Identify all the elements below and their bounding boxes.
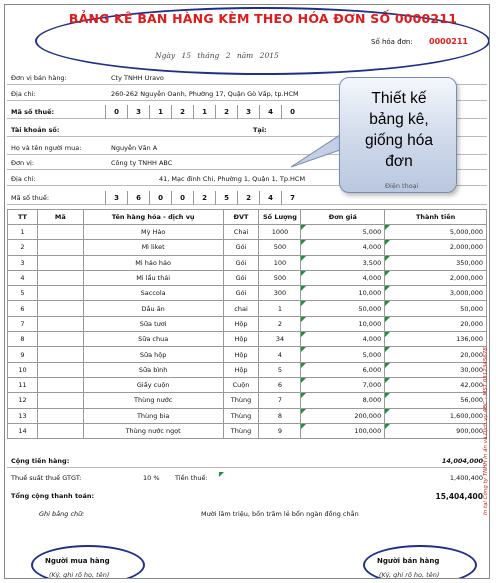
buyer-address: 41, Mạc đỉnh Chi, Phường 1, Quận 1, Tp.HCM — [159, 175, 306, 183]
column-header: TT — [8, 210, 38, 225]
table-cell: 10,000 — [301, 286, 385, 301]
tax-digit: 1 — [193, 105, 215, 119]
table-cell: Mỳ Hảo — [83, 225, 223, 240]
table-row — [8, 347, 487, 362]
table-cell: 9 — [8, 347, 38, 362]
table-cell: 2 — [8, 240, 38, 255]
table-cell — [37, 393, 83, 408]
table-cell: Mì hảo hảo — [83, 255, 223, 270]
callout-line: đơn — [385, 153, 413, 170]
buyer-tax-label: Mã số thuế: — [11, 194, 50, 202]
tax-digit: 4 — [259, 105, 281, 119]
vertical-print-note — [483, 215, 490, 515]
seller-signature-title: Người bán hàng — [377, 557, 440, 565]
table-cell: Hộp — [223, 316, 259, 331]
table-cell: 2 — [259, 316, 301, 331]
table-cell: chai — [223, 301, 259, 316]
table-cell: Gói — [223, 286, 259, 301]
table-cell: 10,000 — [301, 316, 385, 331]
seller-unit-label: Đơn vị bán hàng: — [11, 74, 67, 82]
table-cell: 1000 — [259, 225, 301, 240]
buyer-tax-digits — [105, 191, 303, 205]
tax-digit: 0 — [171, 191, 193, 205]
tax-digit: 0 — [281, 105, 303, 119]
table-cell — [37, 408, 83, 423]
table-cell: Sữa chua — [83, 332, 223, 347]
callout-line: giống hóa — [364, 132, 434, 149]
column-header: ĐVT — [223, 210, 259, 225]
table-cell: 1 — [8, 225, 38, 240]
table-cell — [37, 225, 83, 240]
tax-digit: 2 — [171, 105, 193, 119]
tax-digit: 2 — [237, 191, 259, 205]
table-cell: Giấy cuộn — [83, 377, 223, 392]
table-cell: 8 — [259, 408, 301, 423]
buyer-unit: Công ty TNHH ABC — [111, 159, 173, 167]
buyer-phone-label: Điện thoại — [385, 182, 419, 190]
table-cell: Thùng nước ngọt — [83, 423, 223, 438]
table-row — [8, 225, 487, 240]
table-cell — [37, 270, 83, 285]
table-cell: 8,000 — [301, 393, 385, 408]
table-row — [8, 240, 487, 255]
tax-digit: 1 — [149, 105, 171, 119]
table-cell: 3 — [8, 255, 38, 270]
in-words: Mười lăm triệu, bốn trăm lẻ bốn ngàn đồng chẵn — [201, 510, 359, 518]
column-header: Số Lượng — [259, 210, 301, 225]
in-words-row — [7, 507, 487, 521]
buyer-tax-row — [7, 191, 487, 205]
table-row — [8, 423, 487, 438]
items-table — [7, 209, 487, 439]
table-cell: Chai — [223, 225, 259, 240]
column-header: Đơn giá — [301, 210, 385, 225]
table-cell — [37, 377, 83, 392]
buyer-address-label: Địa chỉ: — [11, 175, 36, 183]
table-cell — [37, 316, 83, 331]
table-row — [8, 316, 487, 331]
table-cell: 900,000 — [385, 423, 487, 438]
table-cell: 12 — [8, 393, 38, 408]
seller-tax-digits — [105, 105, 303, 119]
table-cell: 3,000,000 — [385, 286, 487, 301]
table-cell: Sữa tươi — [83, 316, 223, 331]
seller-account-label: Tài khoản số: — [11, 126, 60, 134]
tax-digit: 2 — [215, 105, 237, 119]
table-cell: 7,000 — [301, 377, 385, 392]
table-header-row — [8, 210, 487, 225]
table-row — [8, 332, 487, 347]
table-row — [8, 377, 487, 392]
buyer-name: Nguyễn Văn A — [111, 144, 158, 152]
table-cell: 4 — [259, 347, 301, 362]
tax-digit: 5 — [215, 191, 237, 205]
table-cell: Thùng bia — [83, 408, 223, 423]
table-cell: 5,000 — [301, 347, 385, 362]
tax-digit: 0 — [149, 191, 171, 205]
seller-address: 260-262 Nguyễn Oanh, Phường 17, Quận Gò Vấp, tp.HCM — [111, 90, 299, 98]
flag-icon — [219, 471, 224, 479]
callout-line: bảng kê, — [369, 111, 429, 128]
column-header: Tên hàng hóa - dịch vụ — [83, 210, 223, 225]
vat-row — [7, 471, 487, 485]
table-cell: 350,000 — [385, 255, 487, 270]
invoice-sheet — [4, 4, 490, 579]
table-row — [8, 393, 487, 408]
table-cell — [37, 255, 83, 270]
callout-box — [339, 77, 457, 193]
table-cell: 6,000 — [301, 362, 385, 377]
table-cell: 200,000 — [301, 408, 385, 423]
table-cell: Hộp — [223, 347, 259, 362]
table-cell: 100,000 — [301, 423, 385, 438]
table-cell: 11 — [8, 377, 38, 392]
table-cell: Saccola — [83, 286, 223, 301]
subtotal-row — [7, 454, 487, 468]
table-cell: 34 — [259, 332, 301, 347]
tax-digit: 6 — [127, 191, 149, 205]
table-cell: 4,000 — [301, 270, 385, 285]
table-cell: 500 — [259, 240, 301, 255]
buyer-name-label: Họ và tên người mua: — [11, 144, 82, 152]
table-cell: Hộp — [223, 332, 259, 347]
table-cell: 4,000 — [301, 332, 385, 347]
table-cell: Sữa bình — [83, 362, 223, 377]
tax-digit: 2 — [193, 191, 215, 205]
subtotal-label: Cộng tiền hàng: — [11, 457, 70, 465]
invoice-title: BẢNG KÊ BÁN HÀNG KÈM THEO HÓA ĐƠN SỐ 0000211 — [68, 11, 458, 26]
vat-rate-label: Thuế suất thuế GTGT: — [11, 474, 82, 482]
table-cell: 5 — [8, 286, 38, 301]
callout-line: Thiết kế — [371, 90, 427, 107]
table-cell: 1 — [259, 301, 301, 316]
table-cell: 50,000 — [301, 301, 385, 316]
table-cell: Thùng — [223, 423, 259, 438]
table-cell: 4,000 — [301, 240, 385, 255]
table-cell: Sữa hộp — [83, 347, 223, 362]
tax-digit: 3 — [127, 105, 149, 119]
vat-amount-label: Tiền thuế: — [175, 474, 208, 482]
column-header: Mã — [37, 210, 83, 225]
table-cell: 7 — [8, 316, 38, 331]
table-row — [8, 286, 487, 301]
seller-tax-label: Mã số thuế: — [11, 108, 55, 116]
table-cell: 2,000,000 — [385, 240, 487, 255]
table-cell: Dầu ăn — [83, 301, 223, 316]
seller-signature-sub: (Ký, ghi rõ họ, tên) — [379, 571, 440, 579]
vat-amount: 1,400,400 — [449, 474, 483, 482]
table-cell — [37, 423, 83, 438]
grand-total: 15,404,400 — [435, 492, 483, 501]
table-cell: 2,000,000 — [385, 270, 487, 285]
table-cell: 20,000 — [385, 347, 487, 362]
buyer-signature-title: Người mua hàng — [45, 557, 110, 565]
buyer-unit-label: Đơn vị: — [11, 159, 35, 167]
invoice-date: Ngày 15 tháng 2 năm 2015 — [155, 51, 279, 60]
buyer-signature-sub: (Ký, ghi rõ họ, tên) — [49, 571, 110, 579]
column-header: Thành tiền — [385, 210, 487, 225]
table-cell: 300 — [259, 286, 301, 301]
grand-total-row — [7, 489, 487, 503]
table-cell: Mì lẩu thái — [83, 270, 223, 285]
table-cell — [37, 301, 83, 316]
table-cell: Gói — [223, 240, 259, 255]
seller-unit: Cty TNHH Uravo — [111, 74, 164, 82]
callout-pointer — [291, 133, 343, 169]
tax-digit: 0 — [105, 105, 127, 119]
tax-digit: 4 — [259, 191, 281, 205]
table-cell: 6 — [259, 377, 301, 392]
table-cell: Cuộn — [223, 377, 259, 392]
table-cell: 10 — [8, 362, 38, 377]
table-cell: 6 — [8, 301, 38, 316]
in-words-label: Ghi bằng chữ: — [39, 510, 85, 518]
invoice-number-label: Số hóa đơn: — [371, 38, 413, 46]
vertical-print-note-text: In tại Công ty TNHH In ấn và Dịch vụ ABC - MST 0312345678 — [483, 347, 489, 515]
table-row — [8, 362, 487, 377]
table-cell — [37, 240, 83, 255]
table-row — [8, 270, 487, 285]
table-cell: 3,500 — [301, 255, 385, 270]
table-row — [8, 408, 487, 423]
callout-text — [340, 88, 458, 172]
table-cell: 8 — [8, 332, 38, 347]
table-cell: 7 — [259, 393, 301, 408]
table-cell: 500 — [259, 270, 301, 285]
items-body — [8, 225, 487, 439]
table-cell: 5,000 — [301, 225, 385, 240]
table-cell — [37, 286, 83, 301]
table-cell: 14 — [8, 423, 38, 438]
table-cell: 100 — [259, 255, 301, 270]
table-cell: 5 — [259, 362, 301, 377]
tax-digit: 3 — [105, 191, 127, 205]
table-cell: 9 — [259, 423, 301, 438]
table-cell: Hộp — [223, 362, 259, 377]
table-cell: 4 — [8, 270, 38, 285]
table-cell — [37, 347, 83, 362]
table-cell: 5,000,000 — [385, 225, 487, 240]
table-cell: Thùng — [223, 408, 259, 423]
table-cell: 56,000 — [385, 393, 487, 408]
table-cell: Gói — [223, 270, 259, 285]
seller-address-label: Địa chỉ: — [11, 90, 36, 98]
subtotal-value: 14,004,000 — [441, 457, 483, 465]
table-cell: Mì liket — [83, 240, 223, 255]
table-cell: 50,000 — [385, 301, 487, 316]
table-cell: Gói — [223, 255, 259, 270]
table-cell — [37, 362, 83, 377]
seller-bank-label: Tại: — [253, 126, 267, 134]
tax-digit: 3 — [237, 105, 259, 119]
table-row — [8, 255, 487, 270]
table-cell: 136,000 — [385, 332, 487, 347]
table-cell: 42,000 — [385, 377, 487, 392]
table-cell: 13 — [8, 408, 38, 423]
table-row — [8, 301, 487, 316]
tax-digit: 7 — [281, 191, 303, 205]
table-cell: 1,600,000 — [385, 408, 487, 423]
table-cell: 20,000 — [385, 316, 487, 331]
vat-rate: 10 % — [143, 474, 160, 482]
grand-total-label: Tổng cộng thanh toán: — [11, 492, 95, 500]
invoice-number: 0000211 — [429, 37, 468, 46]
table-cell: Thùng — [223, 393, 259, 408]
table-cell: 30,000 — [385, 362, 487, 377]
table-cell: Thùng nước — [83, 393, 223, 408]
table-cell — [37, 332, 83, 347]
